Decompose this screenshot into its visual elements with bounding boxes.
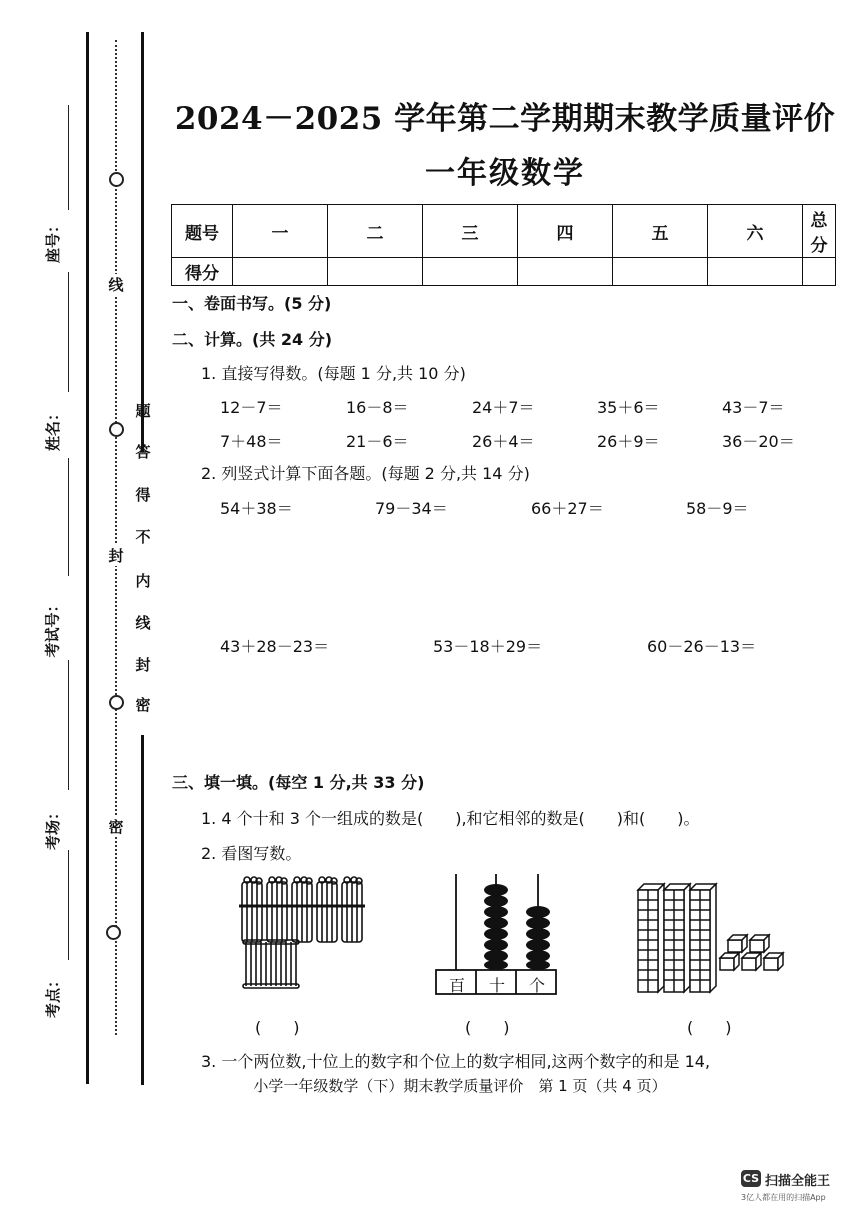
abacus-label-hundreds: 百 [448, 976, 465, 995]
ten-rod [664, 884, 690, 992]
cut-word: 线 [108, 276, 124, 294]
place-value-blocks-figure [636, 880, 796, 996]
score-input-cell[interactable] [423, 258, 518, 286]
expression: 58－9＝ [686, 499, 749, 518]
expression: 12－7＝ [220, 398, 283, 417]
expression: 36－20＝ [722, 432, 795, 451]
binding-hole [109, 422, 124, 437]
exam-subtitle: 一年级数学 [425, 156, 585, 191]
expression: 43－7＝ [722, 398, 785, 417]
answer-blank[interactable]: ( ) [687, 1018, 732, 1037]
warning-char: 答 [135, 443, 151, 461]
section-2-title: 二、计算。(共 24 分) [172, 330, 333, 349]
question-2-1-title: 1. 直接写得数。(每题 1 分,共 10 分) [201, 364, 466, 383]
score-input-cell[interactable] [518, 258, 613, 286]
cut-word: 封 [108, 547, 124, 565]
seat-number-field[interactable] [68, 105, 69, 210]
warning-char: 内 [135, 572, 151, 590]
expression: 21－6＝ [346, 432, 409, 451]
cut-word: 密 [108, 818, 124, 836]
score-cell: 得分 [172, 258, 233, 286]
expression: 7＋48＝ [220, 432, 283, 451]
name-label: 姓名： [44, 405, 63, 452]
section-1-title: 一、卷面书写。(5 分) [172, 294, 332, 313]
ten-rod [690, 884, 716, 992]
binding-hole [109, 172, 124, 187]
warning-char: 得 [135, 486, 151, 504]
cut-line [115, 40, 117, 1035]
score-cell: 二 [328, 205, 423, 258]
stick-bundle [339, 877, 365, 942]
score-table [171, 204, 836, 286]
binding-hole [106, 925, 121, 940]
stick-bundle [289, 877, 315, 942]
abacus-label-ones: 个 [528, 976, 545, 995]
ten-rod [638, 884, 664, 992]
stick-bundle [314, 877, 340, 942]
scanner-app-name: 扫描全能王 [765, 1174, 831, 1189]
score-input-cell[interactable] [328, 258, 423, 286]
expression: 16－8＝ [346, 398, 409, 417]
question-3-2: 2. 看图写数。 [201, 844, 302, 863]
expression: 35＋6＝ [597, 398, 660, 417]
score-cell: 五 [613, 205, 708, 258]
exam-room-field[interactable] [68, 660, 69, 790]
scanner-logo: CS [742, 1172, 760, 1185]
ones-beads [526, 906, 550, 970]
warning-char: 线 [135, 614, 151, 632]
expression: 26＋4＝ [472, 432, 535, 451]
scanner-slogan: 3亿人都在用的扫描App [741, 1193, 826, 1202]
abacus-label-tens: 十 [488, 976, 505, 995]
binding-hole [109, 695, 124, 710]
exam-title: 2024－2025 学年第二学期期末教学质量评价 [174, 101, 836, 137]
loose-sticks [243, 940, 299, 988]
expression: 43＋28－23＝ [220, 637, 330, 656]
expression: 26＋9＝ [597, 432, 660, 451]
score-cell: 三 [423, 205, 518, 258]
expression: 54＋38＝ [220, 499, 293, 518]
exam-site-field[interactable] [68, 850, 69, 960]
name-field[interactable] [68, 272, 69, 392]
warning-char: 题 [135, 402, 151, 420]
inner-border-line-top [141, 32, 144, 452]
score-input-cell[interactable] [803, 258, 836, 286]
page-footer: 小学一年级数学（下）期末教学质量评价 第 1 页（共 4 页） [253, 1077, 667, 1095]
stick-bundle [264, 877, 290, 942]
expression: 53－18＋29＝ [433, 637, 543, 656]
score-cell: 一 [233, 205, 328, 258]
score-cell: 题号 [172, 205, 233, 258]
expression: 60－26－13＝ [647, 637, 757, 656]
stick-bundle [239, 877, 265, 942]
tens-beads [484, 884, 508, 970]
exam-room-label: 考场： [44, 804, 63, 851]
unit-cubes [720, 935, 783, 970]
expression: 79－34＝ [375, 499, 448, 518]
score-cell: 四 [518, 205, 613, 258]
exam-number-label: 考试号： [43, 597, 62, 658]
score-input-cell[interactable] [708, 258, 803, 286]
question-3-1: 1. 4 个十和 3 个一组成的数是( ),和它相邻的数是( )和( )。 [201, 809, 700, 828]
expression: 24＋7＝ [472, 398, 535, 417]
score-input-cell[interactable] [613, 258, 708, 286]
outer-border-line [86, 32, 89, 1084]
question-2-2-title: 2. 列竖式计算下面各题。(每题 2 分,共 14 分) [201, 464, 530, 483]
answer-blank[interactable]: ( ) [255, 1018, 300, 1037]
stick-bundles-figure [238, 876, 368, 994]
warning-char: 不 [135, 528, 151, 546]
exam-site-label: 考点： [44, 972, 63, 1019]
seat-number-label: 座号： [44, 217, 63, 264]
score-table-score-row [172, 258, 836, 286]
score-cell: 总分 [803, 205, 836, 258]
expression: 66＋27＝ [531, 499, 604, 518]
warning-char: 封 [135, 656, 151, 674]
question-3-3: 3. 一个两位数,十位上的数字和个位上的数字相同,这两个数字的和是 14, [201, 1052, 711, 1071]
section-3-title: 三、填一填。(每空 1 分,共 33 分) [172, 773, 425, 792]
warning-char: 密 [135, 696, 151, 714]
score-table-header-row [172, 205, 836, 258]
inner-border-line-bottom [141, 735, 144, 1085]
score-cell: 六 [708, 205, 803, 258]
exam-number-field[interactable] [68, 458, 69, 576]
answer-blank[interactable]: ( ) [465, 1018, 510, 1037]
score-input-cell[interactable] [233, 258, 328, 286]
